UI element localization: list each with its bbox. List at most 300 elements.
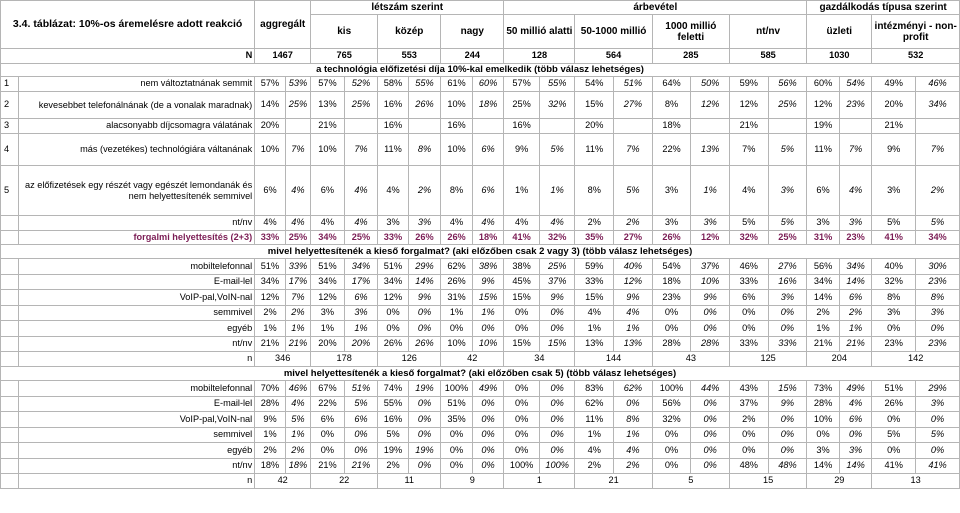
value-cell: 4%: [378, 166, 409, 216]
value-cell: 0%: [408, 396, 441, 412]
value-cell: 21%: [344, 458, 378, 474]
value-cell: 21%: [839, 336, 872, 352]
value-cell: 0%: [768, 427, 807, 443]
n-value: 285: [652, 49, 729, 64]
value-cell: 1%: [255, 321, 286, 337]
value-cell: 51%: [378, 259, 409, 275]
value-cell: 0%: [768, 443, 807, 459]
value-cell: 26%: [408, 92, 441, 119]
subheader-8: intézményi - non-profit: [872, 15, 960, 49]
value-cell: 7%: [614, 134, 653, 166]
value-cell: 4%: [575, 305, 614, 321]
value-cell: 44%: [691, 381, 730, 397]
value-cell: 3%: [652, 166, 691, 216]
row-index: 4: [1, 134, 19, 166]
value-cell: 21%: [285, 336, 310, 352]
value-cell: 21%: [729, 119, 768, 134]
value-cell: 41%: [916, 458, 960, 474]
value-cell: 20%: [575, 119, 614, 134]
row-label: nem változtatnának semmit: [19, 77, 255, 92]
value-cell: 50%: [691, 77, 730, 92]
row-index: [1, 290, 19, 306]
row-label: E-mail-lel: [19, 274, 255, 290]
value-cell: 22%: [311, 396, 345, 412]
value-cell: 26%: [378, 336, 409, 352]
row-label: alacsonyabb díjcsomagra válatának: [19, 119, 255, 134]
value-cell: 41%: [504, 231, 540, 245]
value-cell: 4%: [285, 216, 310, 231]
value-cell: 5%: [872, 216, 916, 231]
value-cell: 55%: [408, 77, 441, 92]
value-cell: 13%: [311, 92, 345, 119]
row-index: [1, 274, 19, 290]
value-cell: 0%: [344, 443, 378, 459]
value-cell: 70%: [255, 381, 286, 397]
value-cell: 7%: [839, 134, 872, 166]
value-cell: 0%: [652, 443, 691, 459]
n-value: 564: [575, 49, 652, 64]
value-cell: 19%: [807, 119, 840, 134]
value-cell: 51%: [614, 77, 653, 92]
row-label: egyéb: [19, 321, 255, 337]
value-cell: 0%: [916, 412, 960, 428]
value-cell: 10%: [441, 336, 473, 352]
value-cell: 17%: [285, 274, 310, 290]
row-label: más (vezetékes) technológiára váltanának: [19, 134, 255, 166]
n-value: 244: [441, 49, 504, 64]
value-cell: 3%: [916, 396, 960, 412]
value-cell: 3%: [378, 216, 409, 231]
data-row: [1, 77, 960, 92]
value-cell: 6%: [344, 412, 378, 428]
value-cell: 1%: [344, 321, 378, 337]
value-cell: 0%: [408, 321, 441, 337]
n-value: 42: [441, 352, 504, 367]
value-cell: 0%: [504, 443, 540, 459]
data-row: [1, 381, 960, 397]
value-cell: 23%: [872, 336, 916, 352]
value-cell: 15%: [575, 290, 614, 306]
value-cell: 32%: [652, 412, 691, 428]
value-cell: [916, 119, 960, 134]
value-cell: 12%: [255, 290, 286, 306]
row-index: [1, 427, 19, 443]
value-cell: 56%: [768, 77, 807, 92]
value-cell: 0%: [652, 305, 691, 321]
value-cell: 21%: [872, 119, 916, 134]
value-cell: 57%: [311, 77, 345, 92]
value-cell: 0%: [652, 321, 691, 337]
row-label: mobiltelefonnal: [19, 259, 255, 275]
value-cell: 13%: [614, 336, 653, 352]
value-cell: 18%: [472, 231, 504, 245]
n-value: 1: [504, 474, 575, 489]
value-cell: 16%: [504, 119, 540, 134]
value-cell: 0%: [539, 412, 575, 428]
row-index: 1: [1, 77, 19, 92]
row-label: kevesebbet telefonálnának (de a vonalak maradnak): [19, 92, 255, 119]
row-label: mobiltelefonnal: [19, 381, 255, 397]
value-cell: 56%: [652, 396, 691, 412]
value-cell: 54%: [839, 77, 872, 92]
value-cell: 100%: [539, 458, 575, 474]
row-index: [1, 321, 19, 337]
value-cell: 3%: [916, 305, 960, 321]
value-cell: 8%: [614, 412, 653, 428]
value-cell: [839, 119, 872, 134]
value-cell: 19%: [408, 443, 441, 459]
value-cell: 3%: [691, 216, 730, 231]
subheader-0: kis: [311, 15, 378, 49]
group-arbevetel: árbevétel: [504, 1, 807, 15]
value-cell: 1%: [504, 166, 540, 216]
value-cell: 58%: [378, 77, 409, 92]
value-cell: 5%: [539, 134, 575, 166]
value-cell: 0%: [652, 427, 691, 443]
value-cell: 26%: [441, 274, 473, 290]
value-cell: 0%: [691, 305, 730, 321]
value-cell: 5%: [378, 427, 409, 443]
row-index: [1, 231, 19, 245]
value-cell: 2%: [255, 443, 286, 459]
value-cell: 26%: [408, 336, 441, 352]
value-cell: 2%: [614, 458, 653, 474]
group-letszam: létszám szerint: [311, 1, 504, 15]
value-cell: 25%: [344, 92, 378, 119]
value-cell: 12%: [807, 92, 840, 119]
data-row: [1, 321, 960, 337]
value-cell: 6%: [311, 412, 345, 428]
value-cell: 6%: [255, 166, 286, 216]
value-cell: [408, 119, 441, 134]
value-cell: 8%: [652, 92, 691, 119]
section-1-row: [1, 64, 960, 77]
value-cell: 13%: [691, 134, 730, 166]
value-cell: 4%: [285, 396, 310, 412]
value-cell: 23%: [916, 274, 960, 290]
value-cell: 33%: [255, 231, 286, 245]
value-cell: 23%: [839, 92, 872, 119]
n-value: 15: [729, 474, 806, 489]
value-cell: 100%: [652, 381, 691, 397]
value-cell: 25%: [285, 92, 310, 119]
value-cell: 10%: [311, 134, 345, 166]
value-cell: 15%: [768, 381, 807, 397]
value-cell: 7%: [285, 290, 310, 306]
n-value: 5: [652, 474, 729, 489]
value-cell: 0%: [539, 381, 575, 397]
data-row: [1, 216, 960, 231]
value-cell: [691, 119, 730, 134]
value-cell: 51%: [344, 381, 378, 397]
subheader-2: nagy: [441, 15, 504, 49]
value-cell: 41%: [872, 458, 916, 474]
value-cell: 49%: [472, 381, 504, 397]
value-cell: 10%: [472, 336, 504, 352]
value-cell: 9%: [539, 290, 575, 306]
value-cell: 0%: [441, 443, 473, 459]
value-cell: 15%: [575, 92, 614, 119]
value-cell: 19%: [378, 443, 409, 459]
n-value: 204: [807, 352, 872, 367]
data-row: [1, 443, 960, 459]
value-cell: 5%: [916, 216, 960, 231]
value-cell: 2%: [285, 443, 310, 459]
value-cell: 12%: [691, 92, 730, 119]
value-cell: 48%: [729, 458, 768, 474]
value-cell: 3%: [872, 305, 916, 321]
value-cell: 0%: [311, 427, 345, 443]
n-value: 128: [504, 49, 575, 64]
value-cell: 55%: [378, 396, 409, 412]
data-row: [1, 458, 960, 474]
value-cell: 32%: [539, 92, 575, 119]
value-cell: 0%: [441, 321, 473, 337]
value-cell: 2%: [408, 166, 441, 216]
data-row: [1, 427, 960, 443]
value-cell: 14%: [807, 458, 840, 474]
value-cell: 3%: [839, 216, 872, 231]
n-value: 125: [729, 352, 806, 367]
value-cell: 1%: [807, 321, 840, 337]
value-cell: 7%: [729, 134, 768, 166]
value-cell: 0%: [539, 305, 575, 321]
data-row: [1, 166, 960, 216]
value-cell: 5%: [614, 166, 653, 216]
value-cell: 0%: [539, 443, 575, 459]
value-cell: 14%: [839, 458, 872, 474]
value-cell: 0%: [472, 458, 504, 474]
value-cell: 0%: [504, 381, 540, 397]
value-cell: 0%: [807, 427, 840, 443]
value-cell: 46%: [729, 259, 768, 275]
value-cell: 25%: [344, 231, 378, 245]
n-value: 765: [311, 49, 378, 64]
value-cell: 21%: [807, 336, 840, 352]
section-3-title: mivel helyettesítenék a kieső forgalmat? (aki előzőben csak 5) (több válasz lehetséges): [1, 367, 960, 381]
value-cell: 0%: [472, 396, 504, 412]
value-cell: 9%: [408, 290, 441, 306]
value-cell: 9%: [872, 134, 916, 166]
value-cell: 6%: [472, 134, 504, 166]
value-cell: 5%: [729, 216, 768, 231]
value-cell: 67%: [311, 381, 345, 397]
value-cell: 10%: [441, 92, 473, 119]
value-cell: 26%: [408, 231, 441, 245]
value-cell: 10%: [441, 134, 473, 166]
value-cell: 0%: [839, 427, 872, 443]
value-cell: 0%: [472, 427, 504, 443]
value-cell: 25%: [285, 231, 310, 245]
value-cell: 51%: [441, 396, 473, 412]
value-cell: 18%: [652, 274, 691, 290]
n3-row: [1, 474, 960, 489]
value-cell: 8%: [408, 134, 441, 166]
value-cell: 3%: [652, 216, 691, 231]
n-value: 21: [575, 474, 652, 489]
section-1-title: a technológia előfizetési díja 10%-kal emelkedik (több válasz lehetséges): [1, 64, 960, 77]
value-cell: 51%: [255, 259, 286, 275]
value-cell: 9%: [472, 274, 504, 290]
n-value: 585: [729, 49, 806, 64]
value-cell: 0%: [872, 443, 916, 459]
data-row: [1, 305, 960, 321]
value-cell: [614, 119, 653, 134]
value-cell: 0%: [729, 427, 768, 443]
value-cell: 6%: [839, 290, 872, 306]
value-cell: 0%: [872, 412, 916, 428]
value-cell: [285, 119, 310, 134]
value-cell: 18%: [472, 92, 504, 119]
group-gazdalkodas: gazdálkodás típusa szerint: [807, 1, 960, 15]
section-3-row: [1, 367, 960, 381]
row-index: [1, 412, 19, 428]
value-cell: 3%: [872, 166, 916, 216]
n-value: 1030: [807, 49, 872, 64]
value-cell: 20%: [311, 336, 345, 352]
value-cell: 6%: [807, 166, 840, 216]
value-cell: 1%: [691, 166, 730, 216]
row-label: nt/nv: [19, 458, 255, 474]
value-cell: 1%: [614, 427, 653, 443]
value-cell: 34%: [311, 231, 345, 245]
value-cell: 33%: [729, 274, 768, 290]
header-row-groups: [1, 1, 960, 15]
value-cell: 35%: [441, 412, 473, 428]
data-row: [1, 274, 960, 290]
value-cell: 22%: [652, 134, 691, 166]
value-cell: 0%: [652, 458, 691, 474]
row-index: [1, 474, 19, 489]
value-cell: 0%: [691, 321, 730, 337]
value-cell: 0%: [691, 396, 730, 412]
value-cell: 4%: [614, 305, 653, 321]
row-label: semmivel: [19, 305, 255, 321]
row-label: VoIP-pal,VoIN-nal: [19, 290, 255, 306]
value-cell: 54%: [652, 259, 691, 275]
n-value: 532: [872, 49, 960, 64]
value-cell: 6%: [729, 290, 768, 306]
value-cell: 6%: [311, 166, 345, 216]
value-cell: 61%: [441, 77, 473, 92]
value-cell: 21%: [311, 119, 345, 134]
value-cell: 60%: [472, 77, 504, 92]
table-title: 3.4. táblázat: 10%-os áremelésre adott reakció: [1, 1, 255, 49]
subheader-1: közép: [378, 15, 441, 49]
value-cell: 37%: [691, 259, 730, 275]
value-cell: 3%: [807, 443, 840, 459]
value-cell: 74%: [378, 381, 409, 397]
value-cell: 0%: [311, 443, 345, 459]
value-cell: 0%: [539, 321, 575, 337]
value-cell: 49%: [872, 77, 916, 92]
value-cell: 5%: [768, 216, 807, 231]
value-cell: 5%: [916, 427, 960, 443]
value-cell: 29%: [408, 259, 441, 275]
value-cell: 4%: [311, 216, 345, 231]
n2-row: [1, 352, 960, 367]
data-row: [1, 119, 960, 134]
value-cell: 21%: [311, 458, 345, 474]
value-cell: 14%: [255, 92, 286, 119]
value-cell: 25%: [504, 92, 540, 119]
n-value: 42: [255, 474, 311, 489]
value-cell: 9%: [691, 290, 730, 306]
section-2-row: [1, 245, 960, 259]
value-cell: 14%: [839, 274, 872, 290]
row-index: 2: [1, 92, 19, 119]
value-cell: 2%: [839, 305, 872, 321]
n-value: 13: [872, 474, 960, 489]
value-cell: 27%: [614, 92, 653, 119]
value-cell: 0%: [872, 321, 916, 337]
value-cell: 12%: [614, 274, 653, 290]
value-cell: 51%: [311, 259, 345, 275]
value-cell: 33%: [575, 274, 614, 290]
n-value: 34: [504, 352, 575, 367]
value-cell: 15%: [539, 336, 575, 352]
value-cell: 7%: [916, 134, 960, 166]
value-cell: 3%: [768, 166, 807, 216]
value-cell: 57%: [504, 77, 540, 92]
value-cell: 8%: [575, 166, 614, 216]
value-cell: 62%: [614, 381, 653, 397]
value-cell: 35%: [575, 231, 614, 245]
row-index: [1, 305, 19, 321]
value-cell: 16%: [441, 119, 473, 134]
value-cell: 12%: [311, 290, 345, 306]
value-cell: 18%: [285, 458, 310, 474]
value-cell: 11%: [575, 134, 614, 166]
col-aggregalt: aggregált: [255, 1, 311, 49]
n-value: 553: [378, 49, 441, 64]
value-cell: 33%: [285, 259, 310, 275]
value-cell: 0%: [504, 412, 540, 428]
n-value: 126: [378, 352, 441, 367]
value-cell: 5%: [768, 134, 807, 166]
value-cell: [472, 119, 504, 134]
value-cell: 26%: [652, 231, 691, 245]
subheader-7: üzleti: [807, 15, 872, 49]
value-cell: 4%: [344, 166, 378, 216]
value-cell: 4%: [614, 443, 653, 459]
value-cell: 9%: [768, 396, 807, 412]
value-cell: 8%: [916, 290, 960, 306]
value-cell: 2%: [614, 216, 653, 231]
value-cell: 0%: [768, 305, 807, 321]
value-cell: 7%: [344, 134, 378, 166]
value-cell: 16%: [378, 412, 409, 428]
data-row: [1, 92, 960, 119]
forgalmi-label: forgalmi helyettesítés (2+3): [19, 231, 255, 245]
value-cell: 12%: [378, 290, 409, 306]
value-cell: 43%: [729, 381, 768, 397]
value-cell: 13%: [575, 336, 614, 352]
value-cell: 2%: [285, 305, 310, 321]
row-label: semmivel: [19, 427, 255, 443]
value-cell: 37%: [729, 396, 768, 412]
value-cell: 62%: [575, 396, 614, 412]
value-cell: 4%: [472, 216, 504, 231]
value-cell: 45%: [504, 274, 540, 290]
row-label: E-mail-lel: [19, 396, 255, 412]
value-cell: 40%: [872, 259, 916, 275]
value-cell: 12%: [729, 92, 768, 119]
value-cell: 9%: [504, 134, 540, 166]
value-cell: 8%: [441, 166, 473, 216]
value-cell: 73%: [807, 381, 840, 397]
n-value: 22: [311, 474, 378, 489]
